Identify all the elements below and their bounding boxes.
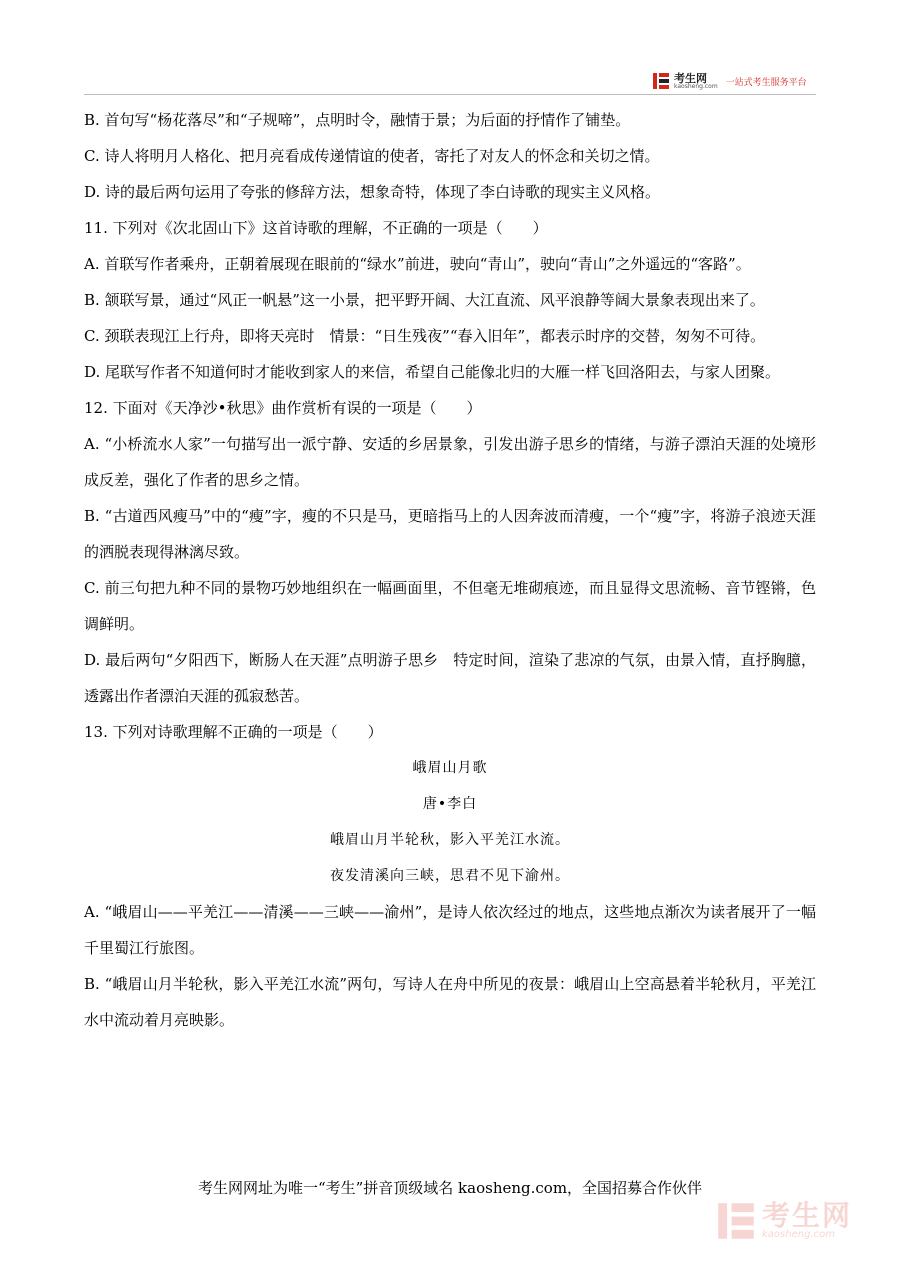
- watermark-text: [762, 1199, 853, 1240]
- poem-line: 夜发清溪向三峡，思君不见下渝州。: [330, 868, 570, 884]
- logo-text: [674, 73, 718, 90]
- poem-line: 峨眉山月半轮秋，影入平羌江水流。: [330, 832, 570, 848]
- text-paragraph: 12. 下面对《天净沙•秋思》曲作赏析有误的一项是（ ）: [84, 399, 482, 417]
- poem-line: 峨眉山月歌: [412, 760, 488, 776]
- logo-slogan: 一站式考生服务平台: [725, 77, 807, 88]
- kaosheng-logo-icon: [652, 72, 670, 90]
- header-divider: [84, 94, 816, 95]
- text-paragraph: A. “小桥流水人家”一句描写出一派宁静、安适的乡居景象，引发出游子思乡的情绪，与游子漂泊天涯的处境形成反差，强化了作者的思乡之情。: [84, 435, 816, 489]
- text-paragraph: A. “峨眉山——平羌江——清溪——三峡——渝州”，是诗人依次经过的地点，这些地点渐次为读者展开了一幅千里蜀江行旅图。: [84, 903, 816, 957]
- text-paragraph: B. “峨眉山月半轮秋，影入平羌江水流”两句，写诗人在舟中所见的夜景：峨眉山上空高悬着半轮秋月，平羌江水中流动着月亮映影。: [84, 975, 816, 1029]
- text-paragraph: 11. 下列对《次北固山下》这首诗歌的理解，不正确的一项是（ ）: [84, 219, 548, 237]
- text-paragraph: D. 最后两句“夕阳西下，断肠人在天涯”点明游子思乡 特定时间，渲染了悲凉的气氛，由景入情，直抒胸臆，透露出作者漂泊天涯的孤寂愁苦。: [84, 651, 816, 705]
- text-paragraph: B. “古道西风瘦马”中的“瘦”字，瘦的不只是马，更暗指马上的人因奔波而清瘦，一个“瘦”字，将游子浪迹天涯的洒脱表现得淋漓尽致。: [84, 507, 816, 561]
- text-paragraph: D. 诗的最后两句运用了夸张的修辞方法，想象奇特，体现了李白诗歌的现实主义风格。: [84, 183, 661, 201]
- text-paragraph: 13. 下列对诗歌理解不正确的一项是（ ）: [84, 723, 383, 741]
- text-paragraph: C. 诗人将明月人格化、把月亮看成传递情谊的使者，寄托了对友人的怀念和关切之情。: [84, 147, 660, 165]
- logo-title: 考生网: [674, 71, 707, 85]
- text-paragraph: C. 前三句把九种不同的景物巧妙地组织在一幅画面里，不但毫无堆砌痕迹，而且显得文思流畅、音节铿锵，色调鲜明。: [84, 579, 816, 633]
- watermark-title: 考生网: [762, 1199, 853, 1232]
- text-paragraph: D. 尾联写作者不知道何时才能收到家人的来信，希望自己能像北归的大雁一样飞回洛阳去，与家人团聚。: [84, 363, 781, 381]
- poem-line: 唐•李白: [422, 796, 478, 812]
- text-paragraph: B. 颔联写景，通过“风正一帆悬”这一小景，把平野开阔、大江直流、风平浪静等阔大景象表现出来了。: [84, 291, 765, 309]
- header-logo: [652, 72, 807, 90]
- watermark-logo-icon: [716, 1201, 756, 1241]
- footer-text: 考生网网址为唯一“考生”拼音顶级域名 kaosheng.com，全国招募合作伙伴: [197, 1179, 703, 1197]
- watermark-domain: kaosheng.com: [762, 1229, 835, 1240]
- logo-domain: kaosheng.com: [674, 82, 718, 90]
- text-paragraph: A. 首联写作者乘舟，正朝着展现在眼前的“绿水”前进，驶向“青山”，驶向“青山”之外遥远的“客路”。: [84, 255, 751, 273]
- text-paragraph: B. 首句写“杨花落尽”和“子规啼”，点明时令，融情于景；为后面的抒情作了铺垫。: [84, 111, 631, 129]
- watermark: [716, 1201, 852, 1241]
- text-paragraph: C. 颈联表现江上行舟，即将天亮时 情景：“日生残夜”“春入旧年”，都表示时序的交替，匆匆不可待。: [84, 327, 766, 345]
- document-body: [84, 102, 816, 1038]
